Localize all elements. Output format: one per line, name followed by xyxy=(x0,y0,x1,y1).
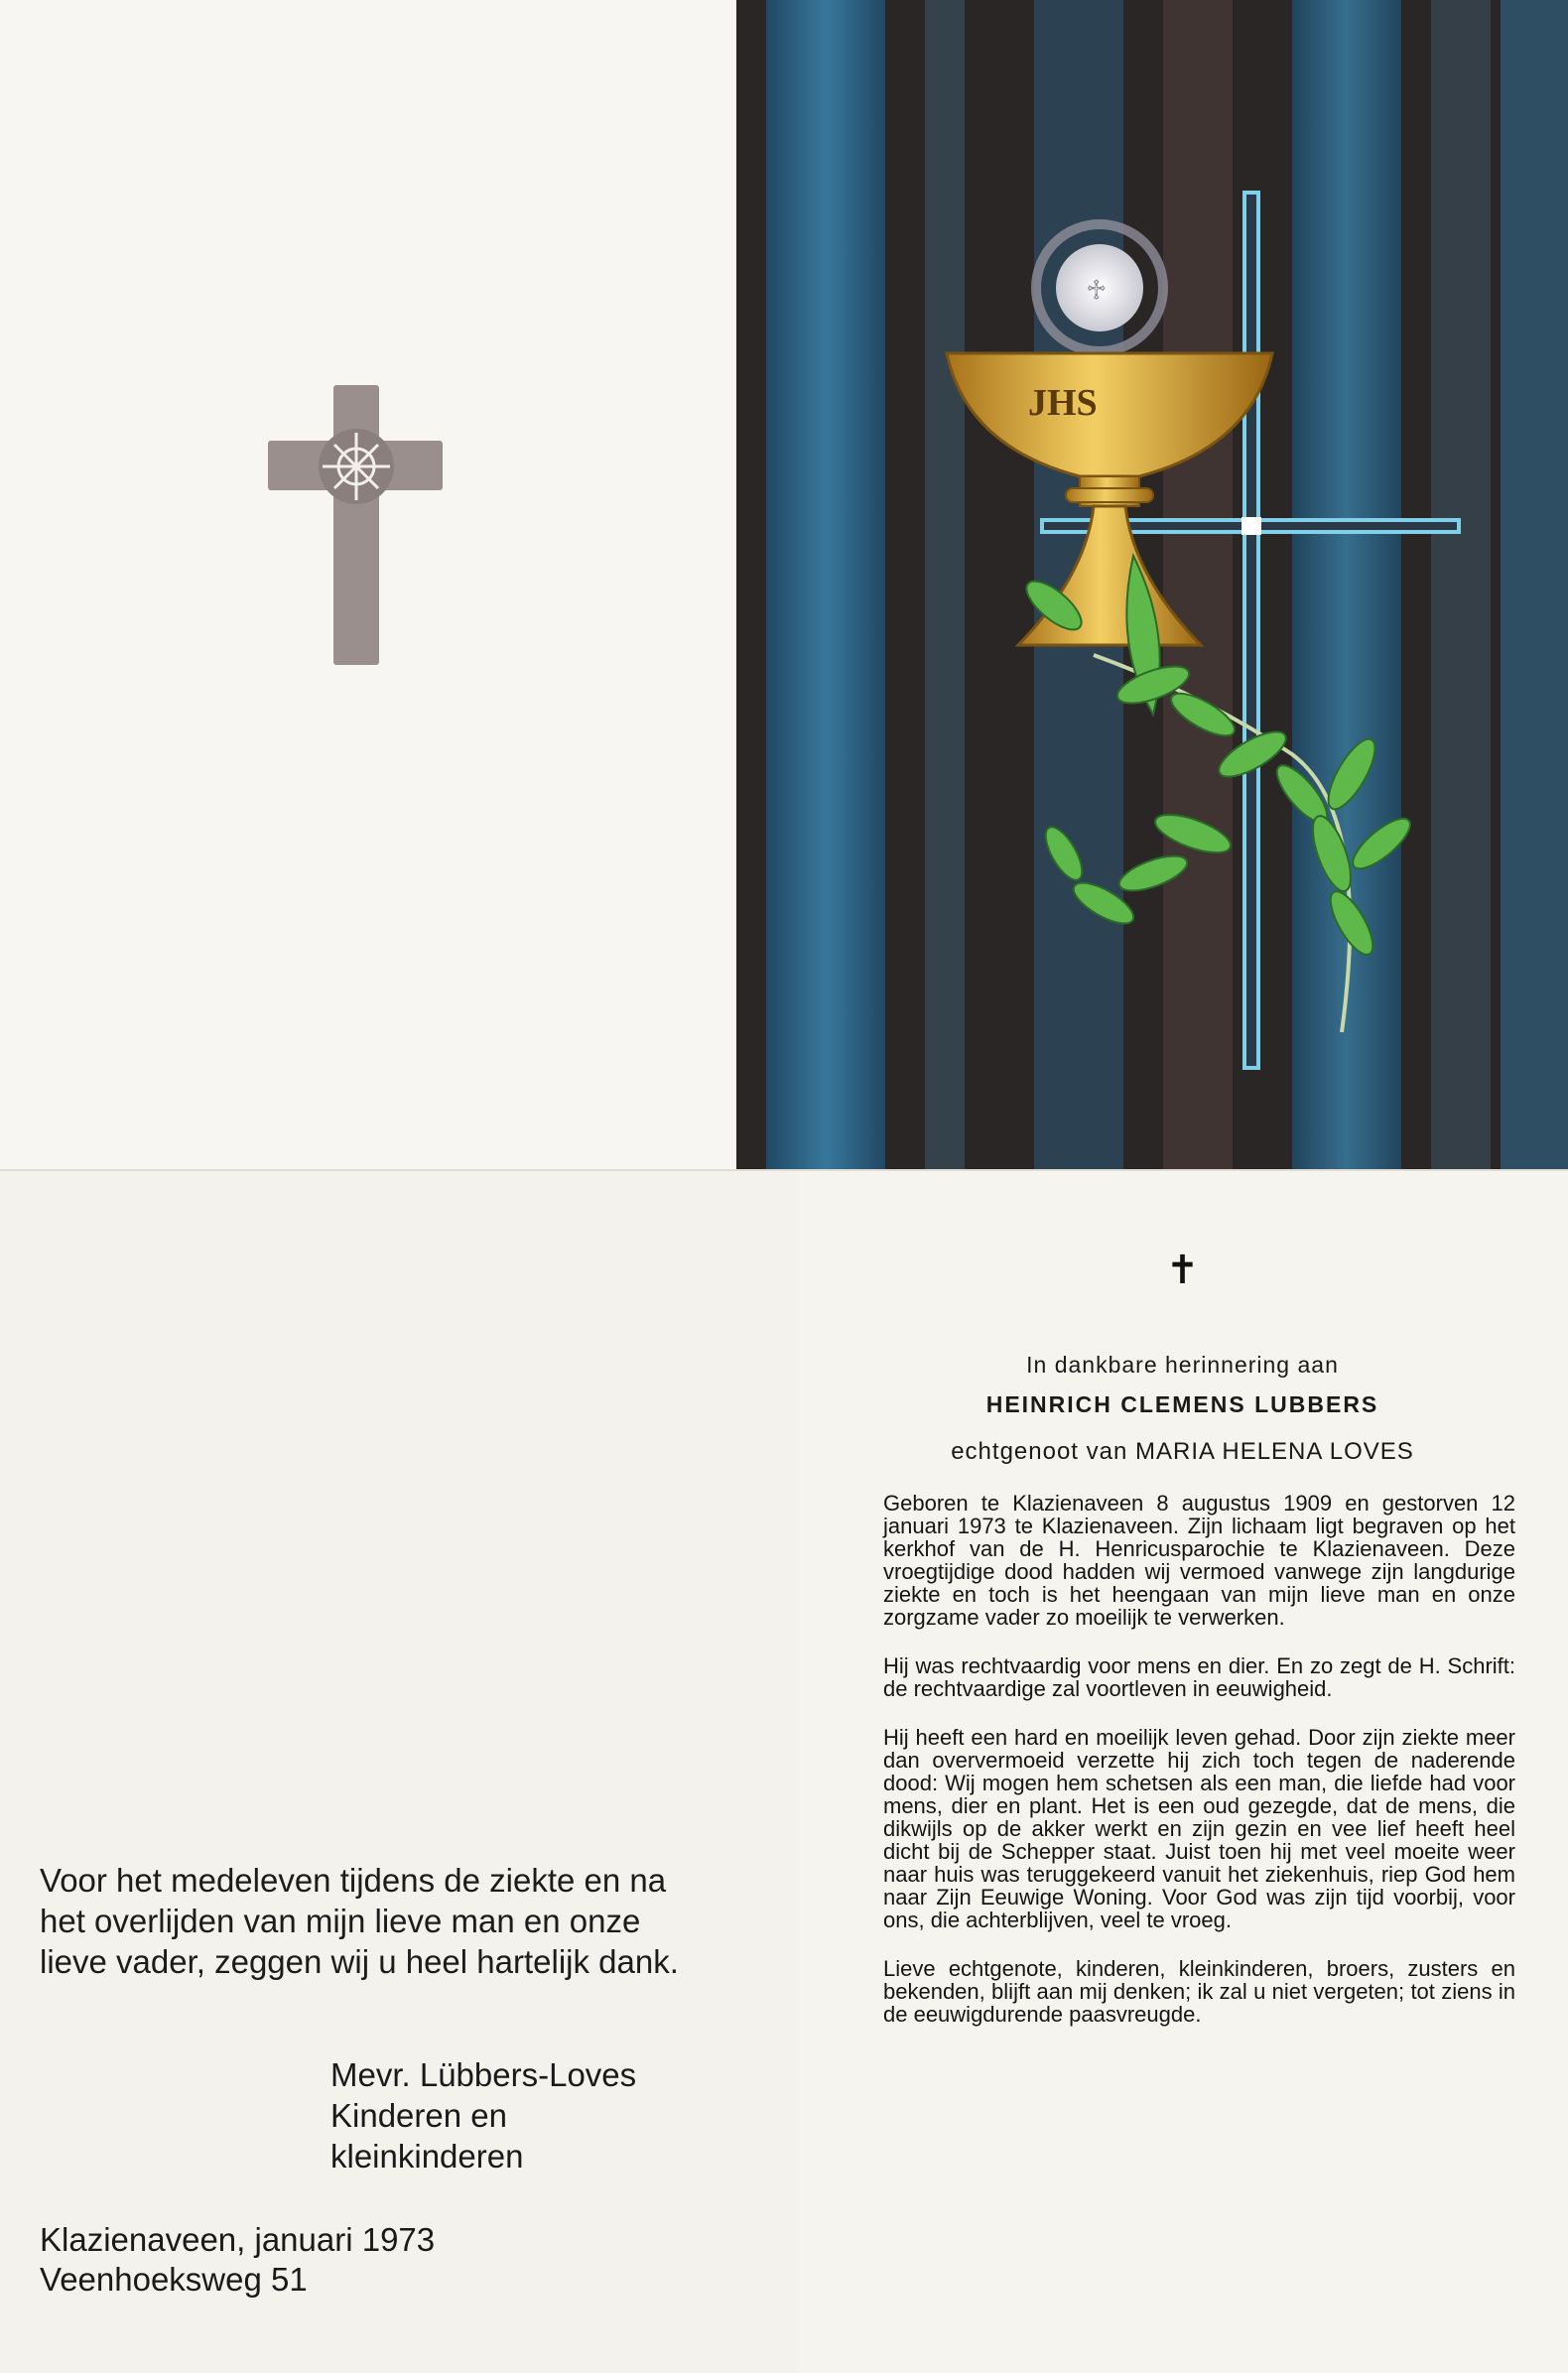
signature-line: Kinderen en xyxy=(330,2097,507,2134)
svg-text:♱: ♱ xyxy=(1086,276,1108,307)
thanks-message: Voor het medeleven tijdens de ziekte en na het overlijden van mijn lieve man en onze lieve vader, zeggen wij u heel hartelijk dank. xyxy=(40,1862,679,1980)
memorial-paragraph: Geboren te Klazienaveen 8 augustus 1909 en gestorven 12 januari 1973 te Klazienaveen. Zijn lichaam ligt begraven op het kerkhof van de H. Henricusparochie te Klazienaveen. Deze vroegtijdige dood hadden wij vermoed vanwege zijn langdurige ziekte en toch is het heengaan van mijn lieve man en onze zorgzame vader zo moeilijk te verwerken. xyxy=(883,1491,1515,1630)
memorial-panel xyxy=(797,1171,1568,2373)
memorial-paragraph: Hij was rechtvaardig voor mens en dier. En zo zegt de H. Schrift: de rechtvaardige zal voortleven in eeuwigheid. xyxy=(883,1653,1515,1701)
memorial-paragraph: Lieve echtgenote, kinderen, kleinkinderen, broers, zusters en bekenden, blijft aan mij denken; ik zal u niet vergeten; tot ziens in de eeuwigdurende paasvreugde. xyxy=(883,1956,1515,2027)
svg-text:JHS: JHS xyxy=(1028,382,1098,424)
chalice-cross-illustration xyxy=(736,0,1568,1171)
spouse-line: echtgenoot van MARIA HELENA LOVES xyxy=(951,1438,1414,1465)
card-back-panel xyxy=(0,0,736,1171)
card-cover-illustration xyxy=(736,0,1568,1171)
thanks-panel xyxy=(0,1171,797,2373)
place-date-block xyxy=(40,2220,435,2300)
cross-icon: ✝ xyxy=(1165,1249,1200,1292)
signature-block xyxy=(330,2054,636,2176)
memorial-text xyxy=(883,1492,1515,2051)
memorial-intro: In dankbare herinnering aan xyxy=(1026,1352,1339,1378)
place-date: Klazienaveen, januari 1973 xyxy=(40,2221,436,2258)
address: Veenhoeksweg 51 xyxy=(40,2261,308,2298)
signature-line: kleinkinderen xyxy=(330,2138,524,2175)
memorial-paragraph: Hij heeft een hard en moeilijk leven gehad. Door zijn ziekte meer dan oververmoeid verzette hij zich toch tegen de naderende dood: Wij mogen hem schetsen als een man, die liefde had voor mens, dier en plant. Het is een oud gezegde, dat de mens, die dikwijls op de akker werkt en zijn gezin en vee lief heeft heel dicht bij de Schepper staat. Juist toen hij met veel moeite weer naar huis was teruggekeerd vanuit het ziekenhuis, riep God hem naar Zijn Eeuwige Woning. Voor God was zijn tijd voorbij, voor ons, die achterblijven, veel te vroeg. xyxy=(883,1725,1515,1932)
signature-line: Mevr. Lübbers-Loves xyxy=(330,2056,637,2093)
small-cross-icon xyxy=(0,0,736,1171)
deceased-name: HEINRICH CLEMENS LUBBERS xyxy=(985,1391,1379,1417)
